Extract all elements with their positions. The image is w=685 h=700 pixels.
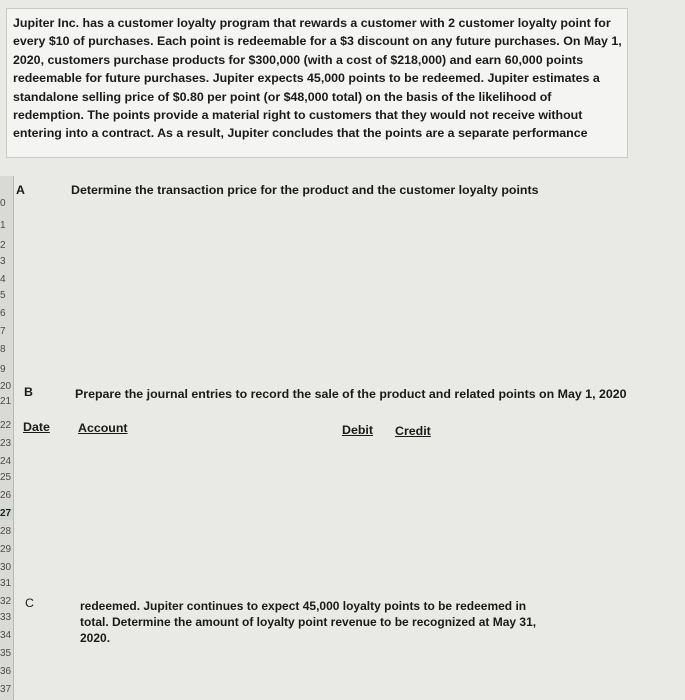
row-number[interactable]: 34 [0, 630, 12, 641]
problem-line: entering into a contract. As a result, Jupiter concludes that the points are a separate performance [13, 126, 588, 141]
row-number[interactable]: 5 [0, 290, 6, 301]
row-header-column [0, 176, 14, 700]
column-header-debit[interactable]: Debit [342, 423, 373, 437]
part-a-label[interactable]: A [16, 183, 25, 197]
part-b-label[interactable]: B [24, 385, 33, 399]
row-number[interactable]: 33 [0, 612, 12, 623]
problem-line: every $10 of purchases. Each point is redeemable for a $3 discount on any future purchases. On May 1, [13, 34, 622, 49]
problem-text-box [6, 8, 628, 158]
row-number[interactable]: 22 [0, 420, 12, 431]
part-c-line: 2020. [80, 631, 111, 645]
row-number[interactable]: 37 [0, 684, 12, 695]
part-a-question[interactable]: Determine the transaction price for the product and the customer loyalty points [71, 183, 539, 197]
row-number[interactable]: 0 [0, 198, 6, 209]
row-number[interactable]: 36 [0, 666, 12, 677]
row-number[interactable]: 26 [0, 490, 12, 501]
row-number[interactable]: 4 [0, 274, 6, 285]
row-number[interactable]: 32 [0, 596, 12, 607]
row-number[interactable]: 31 [0, 578, 12, 589]
row-number[interactable]: 9 [0, 364, 6, 375]
problem-line: redemption. The points provide a material right to customers that they would not receive without [13, 108, 583, 123]
row-number[interactable]: 2 [0, 240, 6, 251]
row-number[interactable]: 24 [0, 456, 12, 467]
row-number[interactable]: 8 [0, 344, 6, 355]
row-number[interactable]: 1 [0, 220, 6, 231]
row-number[interactable]: 23 [0, 438, 12, 449]
part-c-line: redeemed. Jupiter continues to expect 45,000 loyalty points to be redeemed in [80, 599, 527, 613]
part-b-question[interactable]: Prepare the journal entries to record the sale of the product and related points on May 1, 2020 [75, 387, 627, 401]
row-number[interactable]: 3 [0, 256, 6, 267]
row-number[interactable]: 28 [0, 526, 12, 537]
problem-line: redeemable for future purchases. Jupiter expects 45,000 points to be redeemed. Jupiter estimates a [13, 71, 600, 86]
row-number[interactable]: 35 [0, 648, 12, 659]
row-number[interactable]: 29 [0, 544, 12, 555]
problem-line: standalone selling price of $0.80 per point (or $48,000 total) on the basis of the likelihood of [13, 89, 552, 104]
row-number[interactable]: 21 [0, 396, 12, 407]
problem-line: Jupiter Inc. has a customer loyalty program that rewards a customer with 2 customer loyalty point for [13, 16, 611, 30]
row-number[interactable]: 20 [0, 381, 12, 392]
problem-line: 2020, customers purchase products for $300,000 (with a cost of $218,000) and earn 60,000 points [13, 52, 584, 67]
part-c-question[interactable] [80, 598, 536, 646]
row-number-active[interactable]: 27 [0, 508, 12, 519]
row-number[interactable]: 25 [0, 472, 12, 483]
row-number[interactable]: 6 [0, 308, 6, 319]
row-number[interactable]: 30 [0, 562, 12, 573]
part-c-label[interactable]: C [25, 596, 34, 610]
column-header-date[interactable]: Date [23, 420, 50, 434]
row-number[interactable]: 7 [0, 326, 6, 337]
column-header-account[interactable]: Account [78, 421, 128, 435]
column-header-credit[interactable]: Credit [395, 424, 431, 438]
part-c-line: total. Determine the amount of loyalty point revenue to be recognized at May 31, [80, 615, 537, 629]
